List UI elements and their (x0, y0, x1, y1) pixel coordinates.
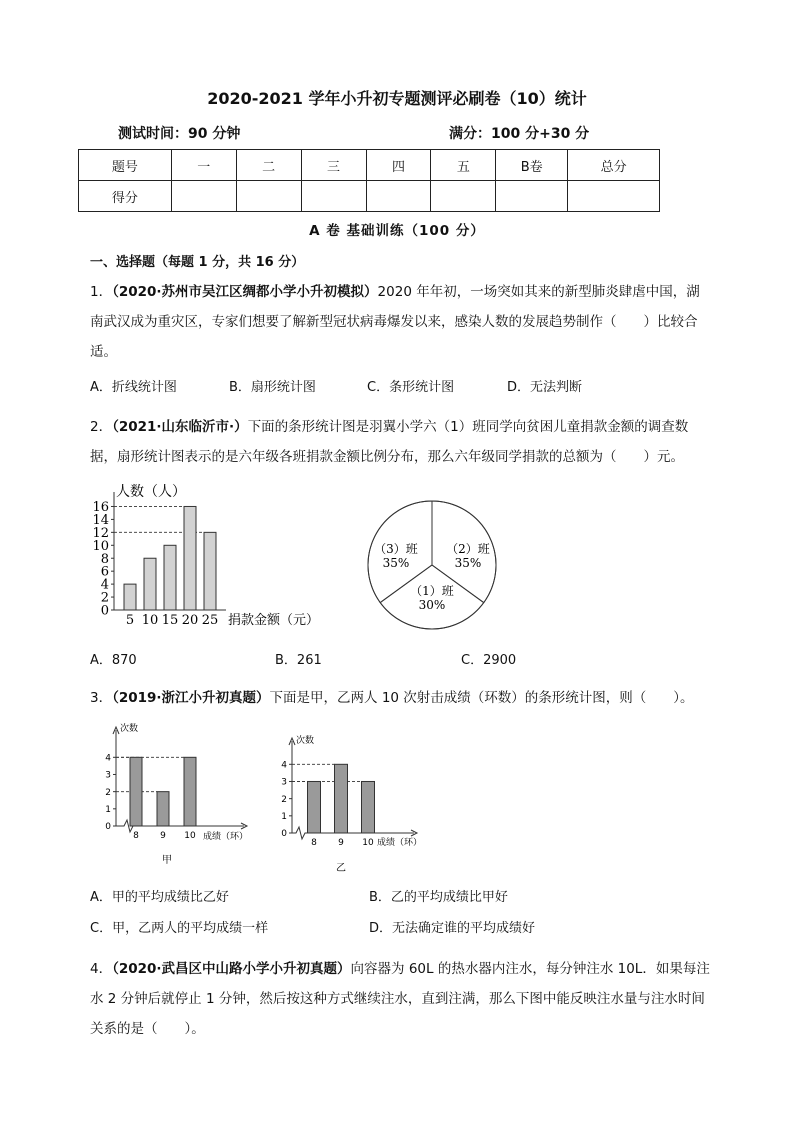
class-pie-chart (362, 496, 502, 634)
score-table-header-row (79, 150, 660, 181)
question-text: 向容器为 60L 的热水器内注水，每分钟注水 10L．如果每注水 2 分钟后就停止 1 分钟，然后按这种方式继续注水，直到注满，那么下图中能反映注水量与注水时间关系的是（ ）。 (90, 961, 710, 1037)
q3-option-c[interactable]: C．甲，乙两人的平均成绩一样 (90, 921, 269, 936)
y-tick-label: 3 (281, 777, 287, 788)
y-tick-label: 2 (105, 787, 111, 798)
score-header-cell: 三 (301, 150, 366, 181)
x-axis-label: 成绩（环） (203, 832, 249, 842)
section-1-heading: 一、选择题（每题 1 分，共 16 分） (90, 255, 305, 270)
page-title: 2020-2021 学年小升初专题测评必刷卷（10）统计 (207, 89, 587, 108)
x-tick-label: 10 (362, 838, 374, 848)
score-header-cell: 总分 (568, 150, 660, 181)
question-text: 下面是甲，乙两人 10 次射击成绩（环数）的条形统计图，则（ ）。 (269, 690, 694, 706)
x-tick-label: 10 (184, 831, 196, 841)
shooting-chart-jia (86, 720, 261, 875)
bar-15 (164, 545, 176, 610)
x-tick-label: 25 (201, 613, 219, 628)
score-header-cell: B卷 (496, 150, 568, 181)
bar-10 (144, 558, 156, 610)
score-input-cell[interactable] (171, 181, 236, 212)
y-tick-label: 12 (92, 525, 109, 541)
q1-option-b[interactable]: B．扇形统计图 (229, 380, 316, 395)
question-source: （2020·苏州市吴江区绸都小学小升初模拟） (112, 284, 378, 300)
question-text: 2020 年年初，一场突如其来的新型肺炎肆虐中国，湖南武汉成为重灾区，专家们想要了解新型冠状病毒爆发以来，感染人数的发展趋势制作（ ）比较合适。 (90, 284, 700, 360)
score-header-cell: 二 (236, 150, 301, 181)
q3-option-a[interactable]: A．甲的平均成绩比乙好 (90, 890, 229, 905)
pie-slice-percent: 30% (418, 598, 446, 612)
x-tick-label: 15 (161, 613, 179, 628)
shooting-chart-yi (262, 735, 437, 885)
x-axis-label: 成绩（环） (377, 838, 423, 848)
bar-9 (157, 792, 169, 826)
q1-option-c[interactable]: C．条形统计图 (367, 380, 455, 395)
question-3 (90, 683, 710, 713)
y-tick-label: 2 (281, 794, 287, 805)
y-tick-label: 16 (92, 500, 109, 516)
bar-20 (184, 506, 196, 610)
score-input-cell[interactable] (236, 181, 301, 212)
x-tick-label: 20 (181, 613, 199, 628)
question-source: （2020·武昌区中山路小学小升初真题） (112, 961, 351, 977)
score-header-cell: 题号 (79, 150, 172, 181)
pie-slice-percent: 35% (382, 556, 410, 570)
score-input-cell[interactable] (301, 181, 366, 212)
y-tick-label: 4 (105, 753, 111, 764)
y-axis-label: 人数（人） (116, 484, 186, 500)
x-tick-label: 9 (160, 831, 166, 841)
bar-8 (308, 781, 321, 833)
section-a-heading: A 卷 基础训练（100 分） (309, 223, 485, 239)
x-tick-label: 8 (311, 838, 317, 848)
q2-option-a[interactable]: A．870 (90, 653, 137, 668)
test-time: 测试时间：90 分钟 (118, 126, 241, 142)
y-tick-label: 0 (105, 822, 111, 833)
score-input-cell[interactable] (568, 181, 660, 212)
y-tick-label: 2 (100, 590, 109, 606)
bar-10 (184, 757, 196, 826)
question-number: 2． (90, 419, 113, 435)
bar-9 (335, 764, 348, 833)
q1-option-a[interactable]: A．折线统计图 (90, 380, 177, 395)
pie-slice-label: （2）班 (446, 542, 490, 556)
y-tick-label: 14 (92, 512, 109, 528)
question-number: 4． (90, 961, 113, 977)
q2-option-c[interactable]: C．2900 (461, 653, 517, 668)
pie-slice-label: （1）班 (410, 584, 454, 598)
x-tick-label: 8 (133, 831, 139, 841)
question-4 (90, 954, 710, 1044)
question-1 (90, 277, 710, 367)
chart-name: 乙 (336, 863, 346, 874)
question-text: 下面的条形统计图是羽翼小学六（1）班同学向贫困儿童捐款金额的调查数据，扇形统计图表示的是六年级各班捐款金额比例分布，那么六年级同学捐款的总额为（ ）元。 (90, 419, 689, 465)
bar-10 (362, 781, 375, 833)
score-header-cell: 一 (171, 150, 236, 181)
y-tick-label: 10 (92, 538, 109, 554)
y-tick-label: 1 (281, 811, 287, 822)
y-tick-label: 6 (100, 564, 109, 580)
y-tick-label: 1 (105, 804, 111, 815)
score-header-cell: 五 (431, 150, 496, 181)
score-input-cell[interactable] (496, 181, 568, 212)
q2-option-b[interactable]: B．261 (275, 653, 322, 668)
x-tick-label: 9 (338, 838, 344, 848)
bar-8 (130, 757, 142, 826)
pie-slice-percent: 35% (454, 556, 482, 570)
chart-name: 甲 (162, 855, 172, 866)
y-axis-label: 次数 (120, 724, 139, 734)
donation-bar-chart (86, 478, 336, 633)
y-tick-label: 0 (100, 603, 109, 619)
score-table-score-row (79, 181, 660, 212)
question-2 (90, 412, 710, 472)
y-axis-label: 次数 (296, 736, 315, 746)
q1-option-d[interactable]: D．无法判断 (507, 380, 583, 395)
question-source: （2021·山东临沂市·） (112, 419, 248, 435)
y-tick-label: 0 (281, 829, 287, 840)
question-number: 1． (90, 284, 113, 300)
score-table (78, 149, 660, 212)
x-tick-label: 10 (141, 613, 159, 628)
pie-slice-label: （3）班 (374, 542, 418, 556)
score-input-cell[interactable] (431, 181, 496, 212)
full-score: 满分：100 分+30 分 (449, 126, 590, 142)
y-tick-label: 3 (105, 770, 111, 781)
y-tick-label: 8 (100, 551, 109, 567)
score-header-cell: 四 (366, 150, 431, 181)
q3-option-d[interactable]: D．无法确定谁的平均成绩好 (369, 921, 536, 936)
bar-5 (124, 584, 136, 610)
x-tick-label: 5 (125, 613, 135, 628)
question-source: （2019·浙江小升初真题） (112, 690, 270, 706)
y-tick-label: 4 (281, 760, 287, 771)
q3-option-b[interactable]: B．乙的平均成绩比甲好 (369, 890, 508, 905)
score-row-label: 得分 (79, 181, 172, 212)
bar-25 (204, 532, 216, 610)
score-input-cell[interactable] (366, 181, 431, 212)
y-tick-label: 4 (100, 577, 109, 593)
x-axis-label: 捐款金额（元） (228, 613, 320, 628)
question-number: 3． (90, 690, 113, 706)
